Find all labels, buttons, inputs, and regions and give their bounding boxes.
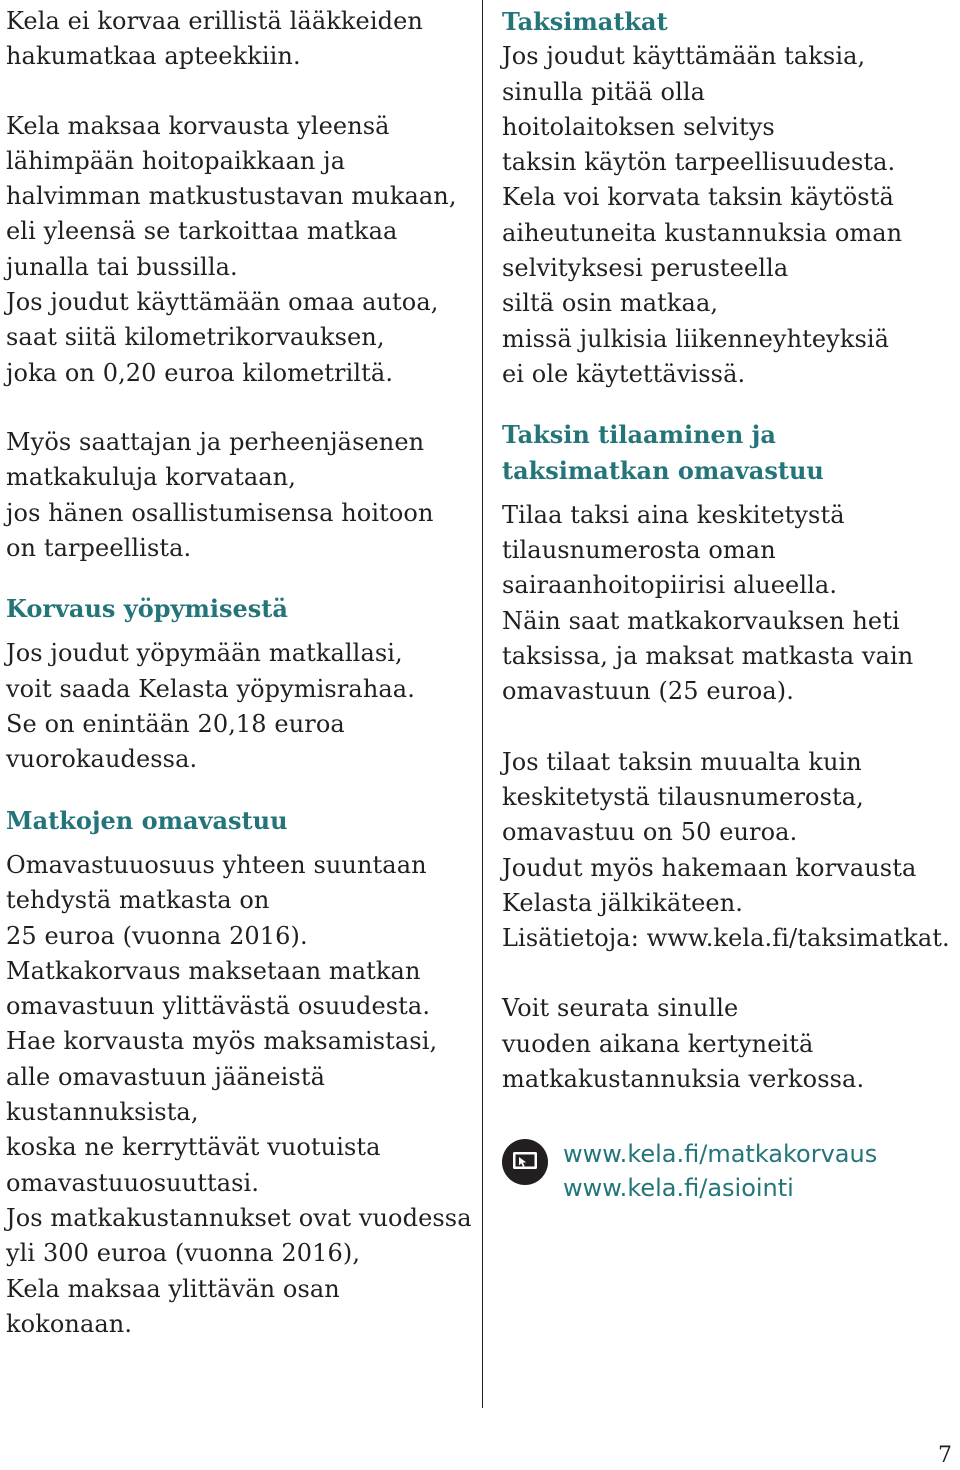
heading-travel-deductible: Matkojen omavastuu	[6, 805, 288, 835]
right-column	[502, 0, 952, 1097]
paragraph-overnight-allowance: Jos joudut yöpymään matkallasi, voit saada Kelasta yöpymisrahaa. Se on enintään 20,18 euroa vuorokaudessa.	[6, 639, 415, 774]
web-links	[502, 1137, 877, 1205]
column-divider	[482, 0, 483, 1408]
paragraph-taxi-other-number: Jos tilaat taksin muualta kuin keskitetystä tilausnumerosta, omavastuu on 50 euroa. Joudut myös hakemaan korvausta Kelasta jälkikäteen. Lisätietoja: www.kela.fi/taksimatkat.	[502, 747, 950, 953]
paragraph-companion-costs: Myös saattajan ja perheenjäsenen matkakuluja korvataan, jos hänen osallistumisensa hoitoon on tarpeellista.	[6, 427, 434, 562]
paragraph-reimbursement-basis: Kela maksaa korvausta yleensä lähimpään hoitopaikkaan ja halvimman matkustustavan mukaan, eli yleensä se tarkoittaa matkaa junalla tai bussilla. Jos joudut käyttämään omaa autoa, saat siitä kilometrikorvauksen, joka on 0,20 euroa kilometriltä.	[6, 111, 457, 387]
paragraph-deductible-details: Omavastuuosuus yhteen suuntaan tehdystä matkasta on 25 euroa (vuonna 2016). Matkakorvaus maksetaan matkan omavastuun ylittävästä osuudesta. Hae korvausta myös maksamistasi, alle omavastuun jääneistä kustannuksista, koska ne kerryttävät vuotuista omavastuuosuuttasi. Jos matkakustannukset ovat vuodessa yli 300 euroa (vuonna 2016), Kela maksaa ylittävän osan kokonaan.	[6, 850, 472, 1338]
link-matkakorvaus[interactable]: www.kela.fi/matkakorvaus	[563, 1140, 878, 1168]
heading-taxi-trips: Taksimatkat	[502, 7, 668, 36]
computer-screen-cursor-icon	[502, 1139, 548, 1185]
paragraph-online-tracking: Voit seurata sinulle vuoden aikana kertyneitä matkakustannuksia verkossa.	[502, 994, 865, 1094]
link-list	[563, 1137, 877, 1205]
page-number: 7	[938, 1443, 952, 1468]
paragraph-taxi-usage: Jos joudut käyttämään taksia, sinulla pitää olla hoitolaitoksen selvitys taksin käytön tarpeellisuudesta. Kela voi korvata taksin käytöstä aiheutuneita kustannuksia oman selvityksesi perusteella siltä osin matkaa, missä julkisia liikenneyhteyksiä ei ole käytettävissä.	[502, 42, 903, 388]
heading-overnight-compensation: Korvaus yöpymisestä	[6, 594, 288, 624]
paragraph-taxi-order-central: Tilaa taksi aina keskitetystä tilausnumerosta oman sairaanhoitopiirisi alueella. Näin saat matkakorvauksen heti taksissa, ja maksat matkasta vain omavastuun (25 euroa).	[502, 500, 914, 706]
left-column	[6, 0, 476, 1342]
heading-taxi-ordering: Taksin tilaaminen ja taksimatkan omavastuu	[502, 420, 824, 485]
paragraph-medicine-trip: Kela ei korvaa erillistä lääkkeiden hakumatkaa apteekkiin.	[6, 7, 423, 71]
link-asiointi[interactable]: www.kela.fi/asiointi	[563, 1174, 794, 1202]
